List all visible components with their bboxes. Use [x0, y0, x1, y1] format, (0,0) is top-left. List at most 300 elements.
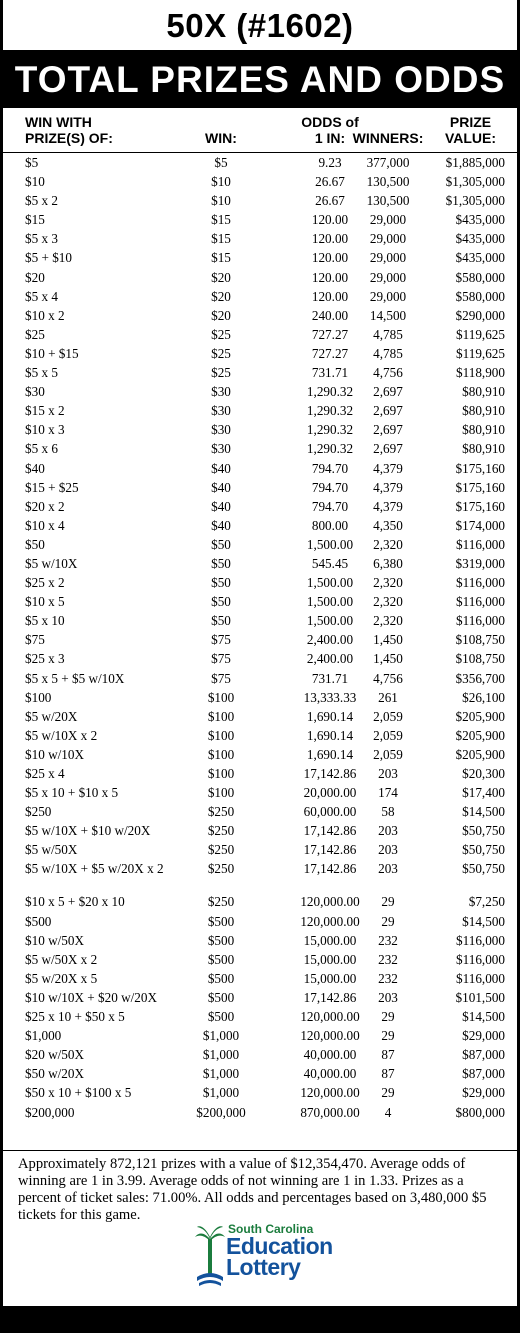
table-row: [3, 268, 517, 287]
winners-cell: 2,320: [373, 575, 403, 591]
value-cell: $14,500: [462, 1009, 505, 1025]
odds-cell: 40,000.00: [303, 1066, 357, 1082]
win-cell: $1,000: [202, 1047, 240, 1063]
prize-cell: $5 w/10X: [25, 555, 78, 571]
prize-cell: $10 x 3: [25, 422, 65, 438]
header-value-line1: PRIZE: [449, 114, 492, 130]
logo-state: South Carolina: [228, 1222, 314, 1236]
odds-cell: 26.67: [315, 193, 345, 209]
value-cell: $580,000: [455, 288, 505, 304]
winners-cell: 2,059: [373, 708, 403, 724]
table-row: [3, 611, 517, 630]
prize-cell: $25 x 4: [25, 766, 65, 781]
table-row: [3, 478, 517, 497]
odds-cell: 731.71: [311, 670, 349, 686]
prize-cell: $25 x 3: [25, 651, 65, 667]
odds-cell: 120.00: [311, 269, 349, 285]
table-row: [3, 745, 517, 764]
winners-cell: 1,450: [373, 651, 403, 667]
odds-cell: 120,000.00: [300, 913, 360, 929]
odds-cell: 15,000.00: [303, 970, 357, 986]
winners-cell: 2,320: [373, 594, 403, 610]
value-cell: $290,000: [455, 307, 505, 323]
prize-cell: $5 x 3: [25, 231, 58, 247]
winners-cell: 4,785: [373, 326, 403, 342]
value-cell: $116,000: [456, 932, 505, 948]
odds-cell: 1,290.32: [306, 422, 354, 438]
header-odds-line1: ODDS of: [301, 114, 359, 130]
prize-cell: $5 w/20X x 5: [25, 970, 98, 986]
prize-cell: $10: [25, 174, 45, 190]
header-odds-line2: 1 IN:: [314, 130, 346, 146]
prize-cell: $75: [25, 632, 45, 648]
table-row: [3, 153, 517, 172]
odds-cell: 26.67: [315, 174, 345, 190]
header-winners: WINNERS:: [352, 130, 424, 146]
winners-cell: 2,697: [373, 384, 403, 400]
winners-cell: 4,379: [373, 479, 403, 495]
win-cell: $30: [211, 422, 231, 438]
prize-cell: $15: [25, 212, 45, 228]
value-cell: $14,500: [462, 913, 505, 929]
table-row: [3, 172, 517, 191]
win-cell: $500: [207, 1009, 235, 1025]
win-cell: $40: [211, 498, 231, 514]
odds-cell: 794.70: [311, 460, 349, 476]
win-cell: $100: [207, 746, 235, 762]
value-cell: $175,160: [455, 479, 505, 495]
winners-cell: 261: [378, 689, 398, 705]
win-cell: $100: [207, 689, 235, 705]
win-cell: $500: [207, 989, 235, 1005]
value-cell: $29,000: [462, 1085, 505, 1101]
winners-cell: 29,000: [369, 269, 407, 285]
value-cell: $7,250: [468, 894, 505, 910]
value-cell: $1,885,000: [445, 155, 505, 170]
table-row: [3, 859, 517, 892]
winners-cell: 130,500: [366, 174, 410, 190]
prize-cell: $20 w/50X: [25, 1047, 84, 1063]
odds-cell: 13,333.33: [303, 689, 357, 705]
table-row: [3, 592, 517, 611]
value-cell: $118,900: [456, 365, 505, 381]
winners-cell: 29: [381, 1028, 395, 1044]
value-cell: $116,000: [456, 594, 505, 610]
winners-cell: 4,350: [373, 517, 403, 533]
win-cell: $50: [211, 594, 231, 610]
winners-cell: 29,000: [369, 212, 407, 228]
prize-cell: $10 x 4: [25, 517, 65, 533]
odds-cell: 1,500.00: [306, 536, 354, 552]
prize-cell: $500: [25, 913, 52, 929]
prize-cell: $50 w/20X: [25, 1066, 84, 1082]
table-row: [3, 630, 517, 649]
table-row: [3, 325, 517, 344]
win-cell: $25: [211, 345, 231, 361]
odds-cell: 17,142.86: [303, 842, 357, 858]
header-value-line2: VALUE:: [444, 130, 497, 146]
win-cell: $10: [211, 193, 231, 209]
winners-cell: 2,059: [373, 746, 403, 762]
odds-cell: 15,000.00: [303, 951, 357, 967]
value-cell: $205,900: [455, 708, 505, 724]
table-row: [3, 210, 517, 229]
win-cell: $40: [211, 517, 231, 533]
winners-cell: 4,756: [373, 365, 403, 381]
table-row: [3, 783, 517, 802]
table-row: [3, 969, 517, 988]
header-value: [428, 114, 513, 146]
value-cell: $50,750: [462, 823, 505, 839]
value-cell: $50,750: [462, 861, 505, 877]
prize-cell: $10 w/10X: [25, 746, 84, 762]
win-cell: $20: [211, 307, 231, 323]
table-row: [3, 497, 517, 516]
table-row: [3, 344, 517, 363]
odds-cell: 1,500.00: [306, 613, 354, 629]
table-row: [3, 840, 517, 859]
value-cell: $80,910: [462, 422, 505, 438]
value-cell: $80,910: [462, 384, 505, 400]
table-row: [3, 1103, 517, 1122]
win-cell: $500: [207, 932, 235, 948]
value-cell: $116,000: [456, 970, 505, 986]
odds-cell: 1,690.14: [306, 727, 354, 743]
win-cell: $1,000: [202, 1028, 240, 1044]
win-cell: $250: [207, 894, 235, 910]
odds-cell: 240.00: [311, 307, 349, 323]
value-cell: $175,160: [455, 460, 505, 476]
prize-cell: $50: [25, 536, 45, 552]
odds-cell: 120,000.00: [300, 1009, 360, 1025]
value-cell: $101,500: [455, 989, 505, 1005]
winners-cell: 4,785: [373, 345, 403, 361]
value-cell: $205,900: [455, 746, 505, 762]
prize-cell: $10 + $15: [25, 345, 79, 361]
prize-cell: $5 x 5: [25, 365, 58, 381]
table-row: [3, 1064, 517, 1083]
prize-cell: $20 x 2: [25, 498, 65, 514]
table-row: [3, 1026, 517, 1045]
odds-cell: 794.70: [311, 498, 349, 514]
odds-cell: 120.00: [311, 250, 349, 266]
prize-cell: $5 x 10 + $10 x 5: [25, 785, 119, 801]
value-cell: $174,000: [455, 517, 505, 533]
table-row: [3, 459, 517, 478]
table-row: [3, 950, 517, 969]
value-cell: $119,625: [456, 345, 505, 361]
odds-cell: 120,000.00: [300, 894, 360, 910]
prize-cell: $250: [25, 804, 52, 820]
prize-cell: $5 w/10X + $5 w/20X x 2: [25, 861, 164, 877]
odds-cell: 727.27: [311, 326, 349, 342]
win-cell: $500: [207, 970, 235, 986]
odds-cell: 17,142.86: [303, 766, 357, 781]
winners-cell: 4,379: [373, 460, 403, 476]
value-cell: $108,750: [455, 651, 505, 667]
table-row: [3, 554, 517, 573]
odds-cell: 17,142.86: [303, 989, 357, 1005]
table-row: [3, 892, 517, 911]
value-cell: $580,000: [455, 269, 505, 285]
prize-cell: $5 x 2: [25, 193, 58, 209]
table-row: [3, 401, 517, 420]
lottery-logo: [195, 1221, 345, 1301]
win-cell: $25: [211, 326, 231, 342]
win-cell: $15: [211, 250, 231, 266]
table-row: [3, 802, 517, 821]
odds-cell: 1,290.32: [306, 384, 354, 400]
table-row: [3, 707, 517, 726]
prize-cell: $5 x 5 + $5 w/10X: [25, 670, 125, 686]
table-row: [3, 1045, 517, 1064]
winners-cell: 4: [384, 1104, 392, 1120]
prize-table: [3, 153, 517, 1122]
header-prize-line2: PRIZE(S) OF:: [25, 130, 113, 146]
win-cell: $250: [207, 842, 235, 858]
odds-cell: 2,400.00: [306, 632, 354, 648]
header-win: WIN:: [205, 130, 237, 146]
value-cell: $20,300: [462, 766, 505, 781]
odds-cell: 9.23: [318, 155, 342, 170]
value-cell: $119,625: [456, 326, 505, 342]
prize-cell: $5 w/10X x 2: [25, 727, 98, 743]
value-cell: $1,305,000: [445, 174, 505, 190]
winners-cell: 2,320: [373, 613, 403, 629]
odds-cell: 1,500.00: [306, 575, 354, 591]
winners-cell: 232: [378, 932, 398, 948]
odds-cell: 727.27: [311, 345, 349, 361]
win-cell: $15: [211, 231, 231, 247]
prize-cell: $5 x 6: [25, 441, 58, 457]
odds-cell: 1,290.32: [306, 441, 354, 457]
table-row: [3, 1083, 517, 1102]
winners-cell: 203: [378, 766, 398, 781]
odds-summary: Approximately 872,121 prizes with a value of $12,354,470. Average odds of winning are 1 in 3.99. Average odds of not winning are 1 in 1.33. Prizes as a percent of ticket sales: 71.00%. All odds and percentages based on 3,480,000 $5 tickets for this game.: [18, 1156, 487, 1223]
win-cell: $10: [211, 174, 231, 190]
win-cell: $40: [211, 460, 231, 476]
value-cell: $108,750: [455, 632, 505, 648]
win-cell: $40: [211, 479, 231, 495]
winners-cell: 29,000: [369, 288, 407, 304]
win-cell: $1,000: [202, 1085, 240, 1101]
odds-cell: 60,000.00: [303, 804, 357, 820]
winners-cell: 87: [381, 1066, 395, 1082]
win-cell: $75: [211, 632, 231, 648]
winners-cell: 2,320: [373, 536, 403, 552]
winners-cell: 29,000: [369, 250, 407, 266]
odds-cell: 40,000.00: [303, 1047, 357, 1063]
prize-cell: $5: [25, 155, 39, 170]
win-cell: $250: [207, 861, 235, 877]
value-cell: $87,000: [462, 1066, 505, 1082]
prize-cell: $10 x 2: [25, 307, 65, 323]
winners-cell: 29,000: [369, 231, 407, 247]
game-title: 50X (#1602): [166, 7, 354, 44]
win-cell: $50: [211, 555, 231, 571]
logo-lottery: Lottery: [226, 1254, 301, 1280]
prize-cell: $10 w/10X + $20 w/20X: [25, 989, 157, 1005]
odds-cell: 545.45: [311, 555, 349, 571]
table-row: [3, 516, 517, 535]
winners-cell: 29: [381, 913, 395, 929]
win-cell: $250: [207, 804, 235, 820]
prize-cell: $1,000: [25, 1028, 62, 1044]
value-cell: $319,000: [455, 555, 505, 571]
prize-cell: $15 x 2: [25, 403, 65, 419]
value-cell: $80,910: [462, 403, 505, 419]
table-row: [3, 912, 517, 931]
table-row: [3, 229, 517, 248]
win-cell: $200,000: [196, 1104, 246, 1120]
value-cell: $116,000: [456, 951, 505, 967]
value-cell: $356,700: [455, 670, 505, 686]
win-cell: $100: [207, 708, 235, 724]
value-cell: $175,160: [455, 498, 505, 514]
prize-cell: $25: [25, 326, 45, 342]
winners-cell: 87: [381, 1047, 395, 1063]
table-row: [3, 669, 517, 688]
odds-cell: 15,000.00: [303, 932, 357, 948]
prize-cell: $5 x 10: [25, 613, 65, 629]
prize-cell: $25 x 10 + $50 x 5: [25, 1009, 125, 1025]
prize-cell: $5 w/20X: [25, 708, 78, 724]
prize-cell: $25 x 2: [25, 575, 65, 591]
table-row: [3, 1007, 517, 1026]
winners-cell: 29: [381, 1009, 395, 1025]
value-cell: $29,000: [462, 1028, 505, 1044]
win-cell: $500: [207, 913, 235, 929]
value-cell: $800,000: [455, 1104, 505, 1120]
winners-cell: 203: [378, 842, 398, 858]
win-cell: $75: [211, 670, 231, 686]
win-cell: $50: [211, 613, 231, 629]
value-cell: $116,000: [456, 536, 505, 552]
prize-cell: $5 + $10: [25, 250, 72, 266]
prize-cell: $10 w/50X: [25, 932, 84, 948]
win-cell: $30: [211, 441, 231, 457]
prize-cell: $15 + $25: [25, 479, 79, 495]
win-cell: $30: [211, 403, 231, 419]
winners-cell: 6,380: [373, 555, 403, 571]
odds-cell: 120.00: [311, 231, 349, 247]
odds-cell: 20,000.00: [303, 785, 357, 801]
prize-cell: $5 x 4: [25, 288, 58, 304]
table-row: [3, 821, 517, 840]
prize-cell: $20: [25, 269, 45, 285]
table-row: [3, 382, 517, 401]
table-row: [3, 535, 517, 554]
value-cell: $80,910: [462, 441, 505, 457]
prize-cell: $5 w/50X: [25, 842, 78, 858]
logo-education: Education: [226, 1233, 333, 1259]
win-cell: $20: [211, 269, 231, 285]
banner-title: TOTAL PRIZES AND ODDS: [3, 50, 517, 108]
footer-bar: [3, 1306, 517, 1333]
prize-cell: $200,000: [25, 1104, 75, 1120]
winners-cell: 377,000: [366, 155, 410, 170]
winners-cell: 2,697: [373, 422, 403, 438]
winners-cell: 232: [378, 951, 398, 967]
prize-cell: $30: [25, 384, 45, 400]
winners-cell: 14,500: [369, 307, 407, 323]
prize-cell: $5 w/50X x 2: [25, 951, 98, 967]
value-cell: $1,305,000: [445, 193, 505, 209]
header-prize-line1: WIN WITH: [25, 114, 92, 130]
winners-cell: 232: [378, 970, 398, 986]
winners-cell: 2,697: [373, 403, 403, 419]
odds-cell: 120,000.00: [300, 1085, 360, 1101]
odds-cell: 1,290.32: [306, 403, 354, 419]
table-row: [3, 306, 517, 325]
prize-cell: $10 x 5: [25, 594, 65, 610]
odds-cell: 2,400.00: [306, 651, 354, 667]
winners-cell: 203: [378, 861, 398, 877]
palmetto-icon: [195, 1221, 225, 1301]
table-row: [3, 988, 517, 1007]
win-cell: $50: [211, 575, 231, 591]
table-row: [3, 931, 517, 950]
odds-cell: 120.00: [311, 212, 349, 228]
table-row: [3, 764, 517, 783]
winners-cell: 29: [381, 894, 395, 910]
win-cell: $500: [207, 951, 235, 967]
winners-cell: 58: [381, 804, 395, 820]
value-cell: $26,100: [462, 689, 505, 705]
winners-cell: 1,450: [373, 632, 403, 648]
win-cell: $25: [211, 365, 231, 381]
odds-cell: 870,000.00: [300, 1104, 360, 1120]
win-cell: $30: [211, 384, 231, 400]
table-row: [3, 573, 517, 592]
table-header: [3, 110, 517, 153]
win-cell: $15: [211, 212, 231, 228]
winners-cell: 2,059: [373, 727, 403, 743]
win-cell: $100: [207, 785, 235, 801]
win-cell: $100: [207, 766, 235, 781]
value-cell: $17,400: [462, 785, 505, 801]
value-cell: $205,900: [455, 727, 505, 743]
table-row: [3, 726, 517, 745]
value-cell: $50,750: [462, 842, 505, 858]
table-row: [3, 420, 517, 439]
win-cell: $1,000: [202, 1066, 240, 1082]
odds-cell: 731.71: [311, 365, 349, 381]
table-row: [3, 287, 517, 306]
table-row: [3, 363, 517, 382]
table-row: [3, 439, 517, 458]
winners-cell: 203: [378, 989, 398, 1005]
prize-cell: $40: [25, 460, 45, 476]
footer-divider: [3, 1150, 517, 1151]
winners-cell: 203: [378, 823, 398, 839]
odds-cell: 800.00: [311, 517, 349, 533]
table-row: [3, 649, 517, 668]
winners-cell: 174: [378, 785, 398, 801]
value-cell: $435,000: [455, 231, 505, 247]
odds-cell: 1,690.14: [306, 708, 354, 724]
odds-cell: 17,142.86: [303, 823, 357, 839]
winners-cell: 130,500: [366, 193, 410, 209]
odds-cell: 17,142.86: [303, 861, 357, 877]
win-cell: $75: [211, 651, 231, 667]
value-cell: $116,000: [456, 613, 505, 629]
odds-cell: 120,000.00: [300, 1028, 360, 1044]
win-cell: $50: [211, 536, 231, 552]
value-cell: $435,000: [455, 212, 505, 228]
winners-cell: 2,697: [373, 441, 403, 457]
win-cell: $100: [207, 727, 235, 743]
